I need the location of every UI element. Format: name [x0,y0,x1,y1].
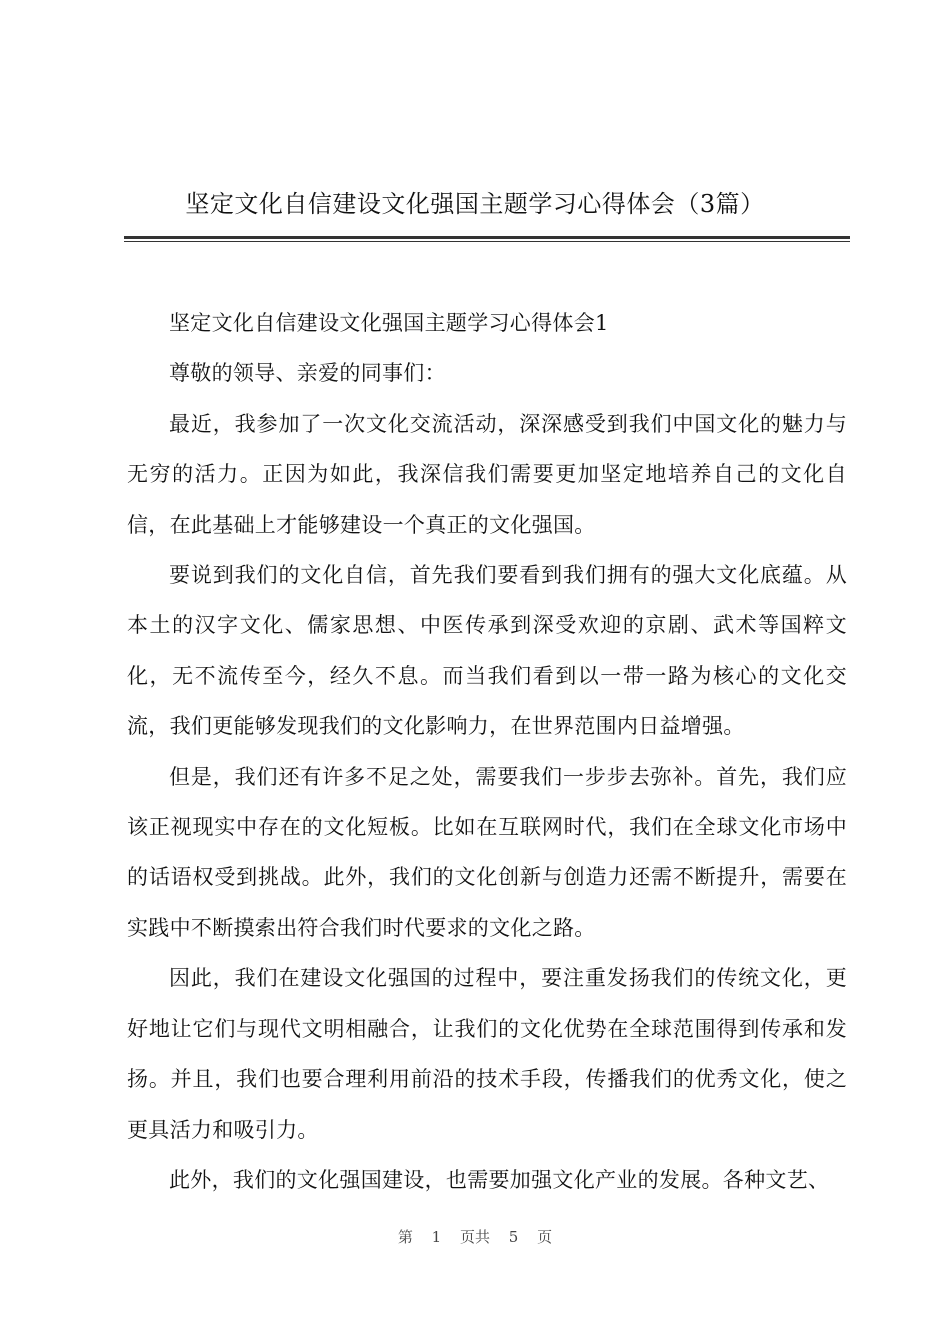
title-divider-thick [124,236,850,239]
body-paragraph: 因此，我们在建设文化强国的过程中，要注重发扬我们的传统文化，更好地让它们与现代文明相融合，让我们的文化优势在全球范围得到传承和发扬。并且，我们也要合理利用前沿的技术手段，传播我们的优秀文化，使之更具活力和吸引力。 [127,966,847,1142]
document-title: 坚定文化自信建设文化强国主题学习心得体会（3篇） [185,190,765,218]
salutation: 尊敬的领导、亲爱的同事们： [169,361,446,386]
section-heading: 坚定文化自信建设文化强国主题学习心得体会1 [169,311,609,335]
body-paragraph: 最近，我参加了一次文化交流活动，深深感受到我们中国文化的魅力与无穷的活力。正因为如此，我深信我们需要更加坚定地培养自己的文化自信，在此基础上才能够建设一个真正的文化强国。 [127,411,847,537]
document-body [127,298,847,1205]
body-paragraph: 但是，我们还有许多不足之处，需要我们一步步去弥补。首先，我们应该正视现实中存在的文化短板。比如在互联网时代，我们在全球文化市场中的话语权受到挑战。此外，我们的文化创新与创造力还需不断提升，需要在实践中不断摸索出符合我们时代要求的文化之路。 [127,764,847,940]
page-number-footer: 第 1 页共 5 页 [397,1228,553,1246]
body-paragraph: 此外，我们的文化强国建设，也需要加强文化产业的发展。各种文艺、 [169,1167,830,1192]
body-paragraph: 要说到我们的文化自信，首先我们要看到我们拥有的强大文化底蕴。从本土的汉字文化、儒家思想、中医传承到深受欢迎的京剧、武术等国粹文化，无不流传至今，经久不息。而当我们看到以一带一路为核心的文化交流，我们更能够发现我们的文化影响力，在世界范围内日益增强。 [127,563,847,739]
title-divider-thin [124,241,850,242]
